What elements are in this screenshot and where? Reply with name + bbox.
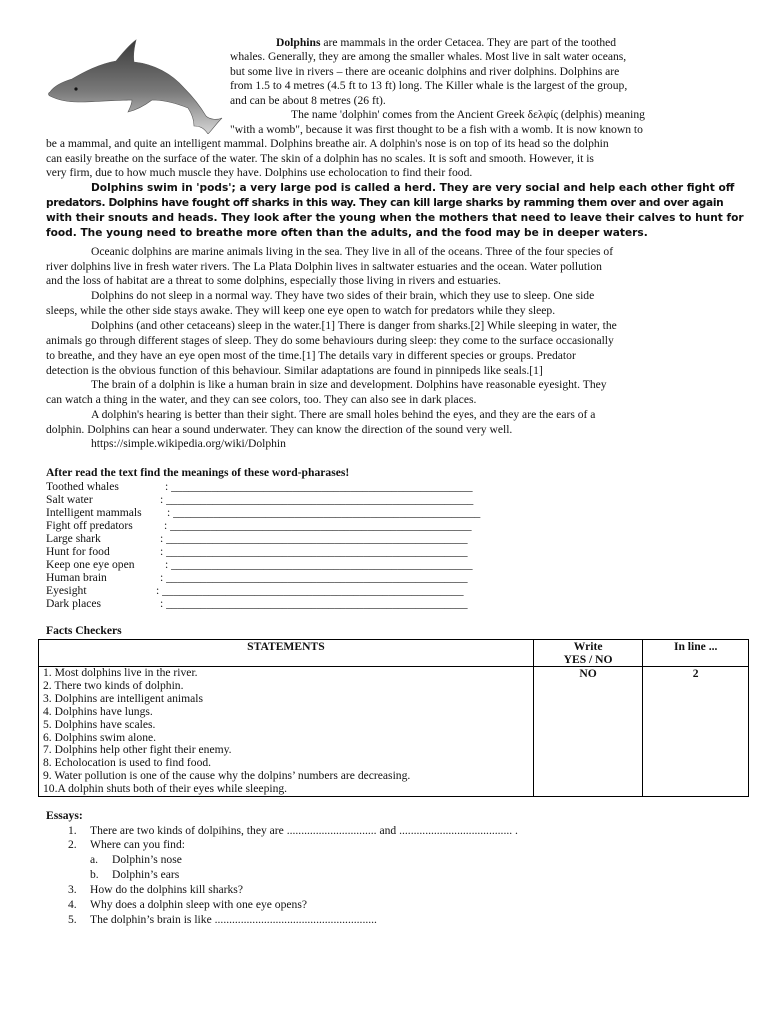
essay-q2: Where can you find: bbox=[90, 838, 185, 851]
article-p1-line-2: whales. Generally, they are among the smaller whales. Most live in salt water oceans, bbox=[230, 50, 627, 63]
essay-q3: How do the dolphins kill sharks? bbox=[90, 883, 243, 896]
article-p2-line-2: "with a womb", because it was first thought to be a fish with a womb. It is now known to bbox=[230, 123, 643, 136]
col-statements-header: STATEMENTS bbox=[39, 640, 534, 667]
facts-table bbox=[38, 639, 749, 797]
vocab-answer-field[interactable]: : ____________________________________________________ bbox=[164, 519, 472, 532]
statement-item: 3. Dolphins are intelligent animals bbox=[43, 691, 204, 705]
essay-q2b: Dolphin’s ears bbox=[112, 868, 180, 881]
source-link[interactable]: https://simple.wikipedia.org/wiki/Dolphin bbox=[91, 437, 286, 450]
col-line-header: In line ... bbox=[643, 640, 749, 667]
article-p7-line-2: can watch a thing in the water, and they can see colors, too. They can also see in dark places. bbox=[46, 393, 477, 406]
article-p2-line-1: The name 'dolphin' comes from the Ancient Greek δελφίς (delphis) meaning bbox=[291, 108, 645, 121]
article-p6-line-2: animals go through different stages of sleep. They do some behaviours during sleep: they come to the surface occasionally bbox=[46, 334, 614, 347]
vocab-answer-field[interactable]: : ____________________________________________________ bbox=[160, 532, 468, 545]
article-p1-line-5: and can be about 8 metres (26 ft). bbox=[230, 94, 386, 107]
article-p5-line-2: sleeps, while the other side stays awake. They will keep one eye open to watch for predators while they sleep. bbox=[46, 304, 556, 317]
vocab-term: Human brain bbox=[46, 571, 107, 584]
essay-q2b-letter: b. bbox=[90, 868, 99, 881]
article-p1-line-1: Dolphins are mammals in the order Cetacea. They are part of the toothed bbox=[276, 36, 617, 49]
vocab-answer-field[interactable]: : _____________________________________________________ bbox=[160, 493, 474, 506]
essay-q5-answer-field[interactable]: ........................................................ bbox=[211, 913, 377, 926]
essay-q4: Why does a dolphin sleep with one eye opens? bbox=[90, 898, 308, 911]
vocab-term: Toothed whales bbox=[46, 480, 119, 493]
essay-q5 bbox=[90, 913, 377, 928]
article-p6-line-4: detection is the obvious function of this behaviour. Similar adaptations are found in pinnipeds like seals.[1] bbox=[46, 364, 543, 377]
essay-q5-number: 5. bbox=[68, 913, 77, 926]
vocab-answer-field[interactable]: : ____________________________________________________ bbox=[165, 480, 473, 493]
essay-q2a: Dolphin’s nose bbox=[112, 853, 182, 866]
vocab-answer-field[interactable]: : ____________________________________________________ bbox=[156, 584, 464, 597]
vocab-heading: After read the text find the meanings of these word-pharases! bbox=[46, 466, 350, 479]
vocab-answer-field[interactable]: : ____________________________________________________ bbox=[160, 571, 468, 584]
statement-item: 5. Dolphins have scales. bbox=[43, 717, 156, 731]
essay-q1-number: 1. bbox=[68, 824, 77, 837]
statement-item: 10.A dolphin shuts both of their eyes while sleeping. bbox=[43, 782, 288, 796]
article-p1-line-3: but some live in rivers – there are oceanic dolphins and river dolphins. Dolphins are bbox=[230, 65, 620, 78]
vocab-term: Hunt for food bbox=[46, 545, 110, 558]
article-p2-line-4: can easily breathe on the surface of the water. The skin of a dolphin has no scales. It is soft and smooth. However, it is bbox=[46, 152, 594, 165]
article-p7-line-1: The brain of a dolphin is like a human brain in size and development. Dolphins have reasonable eyesight. They bbox=[91, 378, 607, 391]
vocab-term: Intelligent mammals bbox=[46, 506, 142, 519]
essay-q2a-letter: a. bbox=[90, 853, 99, 866]
facts-body-row bbox=[39, 667, 749, 797]
article-p4-line-1: Oceanic dolphins are marine animals living in the sea. They live in all of the oceans. Three of the four species of bbox=[91, 245, 614, 258]
statement-item: 1. Most dolphins live in the river. bbox=[43, 666, 198, 679]
statement-item: 2. There two kinds of dolphin. bbox=[43, 678, 184, 692]
vocab-answer-field[interactable]: : _____________________________________________________ bbox=[167, 506, 481, 519]
yes-no-answer-cell[interactable] bbox=[533, 667, 643, 797]
vocab-term: Eyesight bbox=[46, 584, 87, 597]
statement-item: 9. Water pollution is one of the cause why the dolpins’ numbers are decreasing. bbox=[43, 769, 411, 783]
essay-q3-number: 3. bbox=[68, 883, 77, 896]
statement-item: 6. Dolphins swim alone. bbox=[43, 730, 157, 744]
statements-cell bbox=[39, 667, 534, 797]
article-p4-line-3: and the loss of habitat are a threat to some dolphins, especially those living in rivers and estuaries. bbox=[46, 274, 501, 287]
col-write-header bbox=[533, 640, 643, 667]
vocab-term: Large shark bbox=[46, 532, 101, 545]
essay-q4-number: 4. bbox=[68, 898, 77, 911]
essay-q1: There are two kinds of dolpihins, they are ............................... and ....................................... . bbox=[90, 824, 518, 837]
vocab-term: Salt water bbox=[46, 493, 93, 506]
col-yesno-label: YES / NO bbox=[563, 653, 613, 666]
article-p3-line-1: Dolphins swim in 'pods'; a very large pod is called a herd. They are very social and help each other fight off bbox=[91, 182, 735, 194]
article-p8-line-1: A dolphin's hearing is better than their sight. There are small holes behind the eyes, and they are the ears of a bbox=[91, 408, 596, 421]
vocab-term: Dark places bbox=[46, 597, 102, 610]
col-write-label: Write bbox=[573, 640, 603, 653]
dolphin-image bbox=[44, 34, 224, 134]
essay-q2-number: 2. bbox=[68, 838, 77, 851]
essay-q5-text: The dolphin’s brain is like bbox=[90, 913, 212, 926]
line-answer-cell[interactable] bbox=[643, 667, 749, 797]
article-p6-line-1: Dolphins (and other cetaceans) sleep in the water.[1] There is danger from sharks.[2] While sleeping in water, the bbox=[91, 319, 617, 332]
vocab-term: Fight off predators bbox=[46, 519, 133, 532]
article-p3-line-2: predators. Dolphins have fought off sharks in this way. They can kill large sharks by ramming them over and over again bbox=[46, 197, 724, 209]
vocab-answer-field[interactable]: : ____________________________________________________ bbox=[165, 558, 473, 571]
article-p3-line-3: with their snouts and heads. They look after the young when the mothers that need to leave their calves to hunt for bbox=[46, 212, 744, 224]
article-p2-line-5: very firm, due to how much muscle they have. Dolphins use echolocation to find their food. bbox=[46, 166, 473, 179]
example-line: 2 bbox=[692, 667, 699, 680]
article-p5-line-1: Dolphins do not sleep in a normal way. They have two sides of their brain, which they use to sleep. One side bbox=[91, 289, 595, 302]
statement-item: 7. Dolphins help other fight their enemy. bbox=[43, 743, 232, 757]
statement-item: 4. Dolphins have lungs. bbox=[43, 704, 153, 718]
article-p2-line-3: be a mammal, and quite an intelligent mammal. Dolphins breathe air. A dolphin's nose is on top of its head so the dolphin bbox=[46, 137, 609, 150]
article-p8-line-2: dolphin. Dolphins can hear a sound underwater. They can know the direction of the sound very well. bbox=[46, 423, 513, 436]
vocab-answer-field[interactable]: : ____________________________________________________ bbox=[160, 597, 468, 610]
article-p4-line-2: river dolphins live in fresh water rivers. The La Plata Dolphin lives in saltwater estuaries and the ocean. Water pollution bbox=[46, 260, 602, 273]
example-answer: NO bbox=[579, 667, 597, 680]
facts-header-row bbox=[39, 640, 749, 667]
statement-item: 8. Echolocation is used to find food. bbox=[43, 756, 212, 770]
facts-heading: Facts Checkers bbox=[46, 624, 122, 637]
article-p3-line-4: food. The young need to breathe more often than the adults, and the food may be in deeper waters. bbox=[46, 227, 648, 239]
vocab-answer-field[interactable]: : ____________________________________________________ bbox=[160, 545, 468, 558]
article-p6-line-3: to breathe, and they have an eye open most of the time.[1] The details vary in different species or groups. Predator bbox=[46, 349, 576, 362]
vocab-term: Keep one eye open bbox=[46, 558, 135, 571]
essays-heading: Essays: bbox=[46, 809, 83, 822]
article-p1-line-4: from 1.5 to 4 metres (4.5 ft to 13 ft) long. The Killer whale is the largest of the group, bbox=[230, 79, 628, 92]
